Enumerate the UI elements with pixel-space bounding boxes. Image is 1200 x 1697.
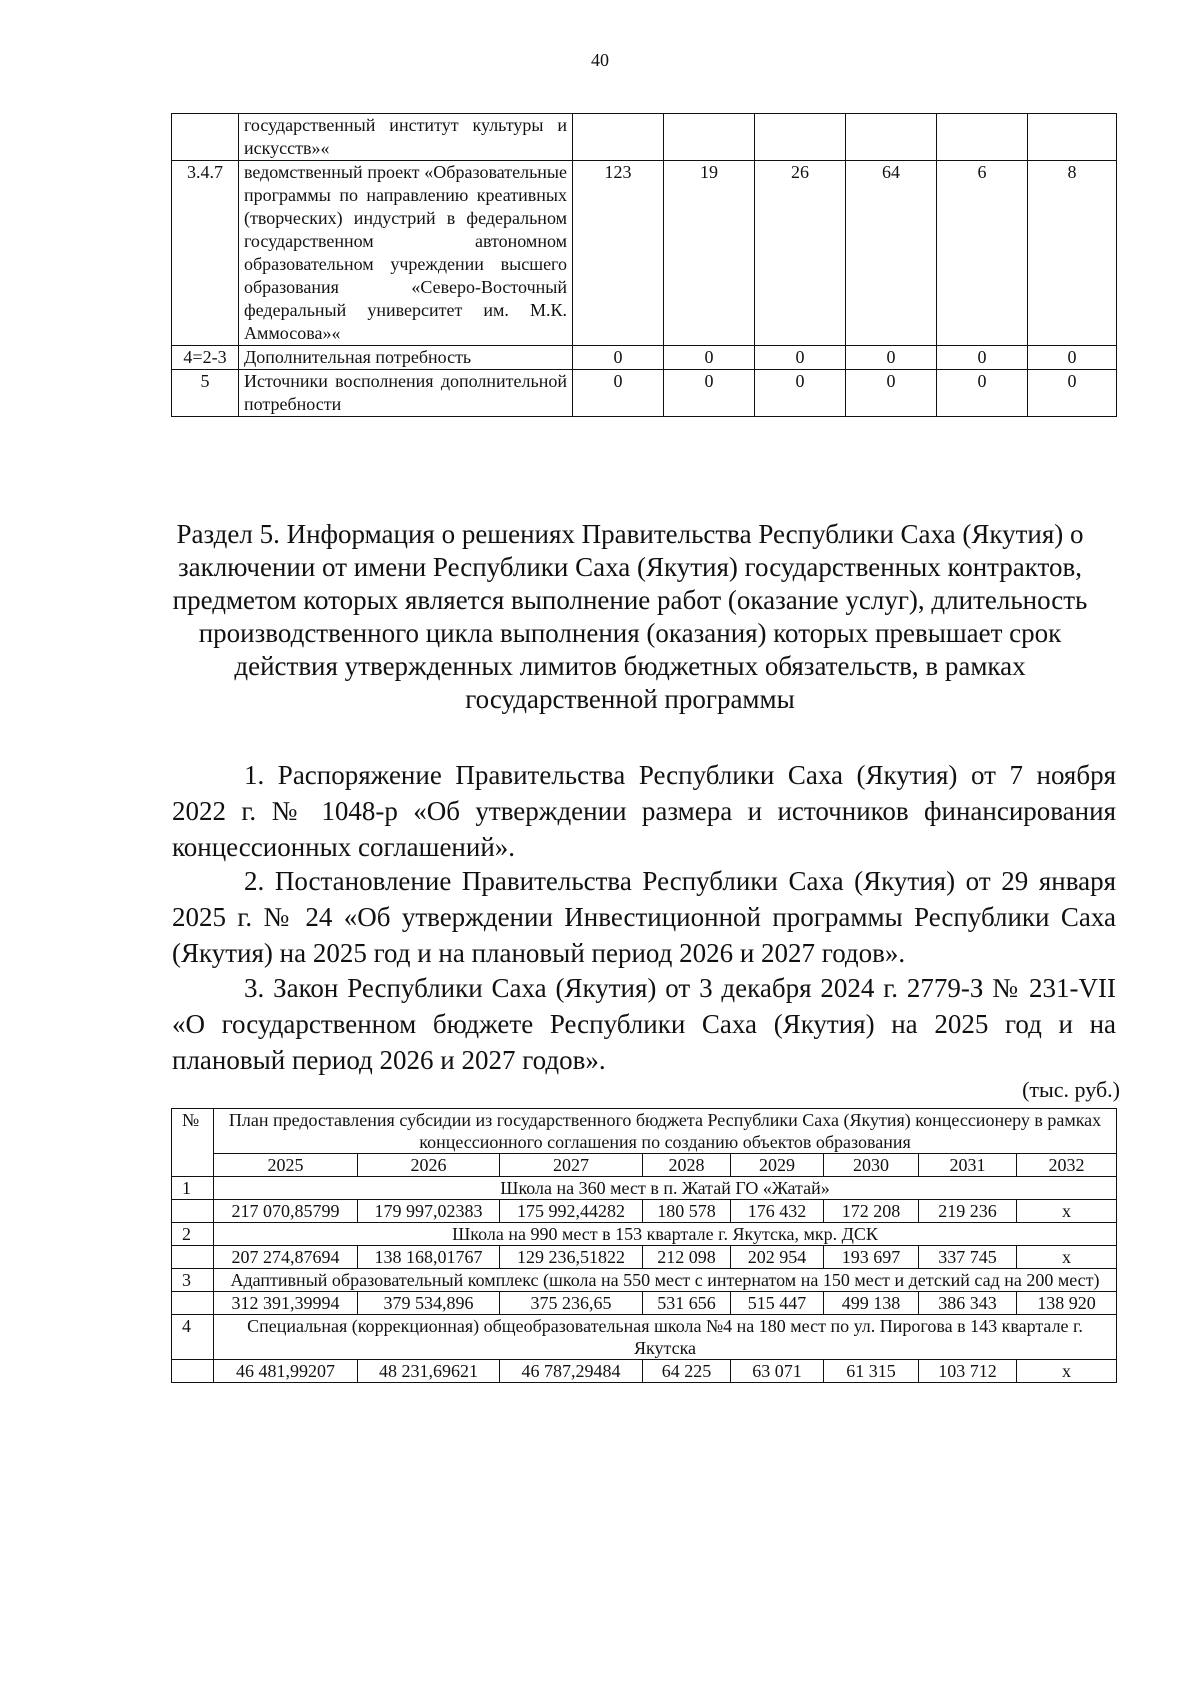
- value-cell: 172 208: [824, 1200, 919, 1223]
- row-value: [937, 114, 1028, 161]
- school-number: 1: [172, 1177, 214, 1200]
- year-header: 2027: [500, 1154, 643, 1177]
- value-cell: 217 070,85799: [214, 1200, 358, 1223]
- funding-table: [171, 113, 1117, 417]
- row-description: государственный институт культуры и искусств»«: [239, 114, 573, 161]
- school-values-row: [172, 1292, 1117, 1315]
- row-number: 5: [172, 370, 239, 417]
- row-value: 0: [937, 370, 1028, 417]
- value-cell: 175 992,44282: [500, 1200, 643, 1223]
- row-description: Источники восполнения дополнительной потребности: [239, 370, 573, 417]
- row-value: 0: [664, 370, 755, 417]
- value-cell: 375 236,65: [500, 1292, 643, 1315]
- value-cell: х: [1017, 1200, 1117, 1223]
- value-cell: 63 071: [731, 1360, 824, 1383]
- school-title-row: [172, 1177, 1117, 1200]
- value-cell: х: [1017, 1360, 1117, 1383]
- value-cell: 138 920: [1017, 1292, 1117, 1315]
- value-cell: 515 447: [731, 1292, 824, 1315]
- value-cell: 337 745: [919, 1246, 1017, 1269]
- row-value: 0: [846, 346, 937, 370]
- table-row: [172, 114, 1117, 161]
- row-number: 4=2-3: [172, 346, 239, 370]
- row-value: 19: [664, 161, 755, 346]
- year-header: 2030: [824, 1154, 919, 1177]
- number-header: №: [172, 1109, 214, 1177]
- school-number: 3: [172, 1269, 214, 1292]
- value-cell: 212 098: [643, 1246, 731, 1269]
- value-cell: х: [1017, 1246, 1117, 1269]
- paragraph-2: 2. Постановление Правительства Республики Саха (Якутия) от 29 января 2025 г. № 24 «Об утверждении Инвестиционной программы Республики Саха (Якутия) на 2025 год и на плановый период 2026 и 2027 годов».: [172, 866, 1116, 968]
- row-number: [172, 114, 239, 161]
- value-cell: 193 697: [824, 1246, 919, 1269]
- value-cell: 386 343: [919, 1292, 1017, 1315]
- value-cell: 379 534,896: [358, 1292, 500, 1315]
- value-cell: 129 236,51822: [500, 1246, 643, 1269]
- school-values-row: [172, 1246, 1117, 1269]
- subsidy-plan-table: [171, 1108, 1117, 1383]
- header-row: [172, 1109, 1117, 1154]
- paragraph-1: 1. Распоряжение Правительства Республики Саха (Якутия) от 7 ноября 2022 г. № 1048-р «Об утверждении размера и источников финансирования концессионных соглашений».: [172, 760, 1116, 862]
- value-cell: 48 231,69621: [358, 1360, 500, 1383]
- year-header: 2025: [214, 1154, 358, 1177]
- school-name: Адаптивный образовательный комплекс (школа на 550 мест с интернатом на 150 мест и детский сад на 200 мест): [214, 1269, 1117, 1292]
- row-value: 0: [664, 346, 755, 370]
- school-values-row: [172, 1360, 1117, 1383]
- year-header: 2028: [643, 1154, 731, 1177]
- value-cell: 46 481,99207: [214, 1360, 358, 1383]
- paragraph-3: 3. Закон Республики Саха (Якутия) от 3 декабря 2024 г. 2779-З № 231-VII «О государственном бюджете Республики Саха (Якутия) на 2025 год и на плановый период 2026 и 2027 годов».: [172, 973, 1116, 1075]
- table-row: [172, 370, 1117, 417]
- years-row: [172, 1154, 1117, 1177]
- row-value: 0: [755, 346, 846, 370]
- school-title-row: [172, 1315, 1117, 1360]
- empty-cell: [172, 1246, 214, 1269]
- school-number: 2: [172, 1223, 214, 1246]
- row-value: 0: [573, 370, 664, 417]
- table-row: [172, 346, 1117, 370]
- value-cell: 531 656: [643, 1292, 731, 1315]
- row-value: 0: [573, 346, 664, 370]
- row-value: [755, 114, 846, 161]
- empty-cell: [172, 1200, 214, 1223]
- row-value: [573, 114, 664, 161]
- row-value: 0: [755, 370, 846, 417]
- value-cell: 138 168,01767: [358, 1246, 500, 1269]
- value-cell: 202 954: [731, 1246, 824, 1269]
- row-value: 123: [573, 161, 664, 346]
- year-header: 2031: [919, 1154, 1017, 1177]
- row-value: [1028, 114, 1117, 161]
- year-header: 2032: [1017, 1154, 1117, 1177]
- page-number: 40: [591, 50, 609, 70]
- row-value: 0: [846, 370, 937, 417]
- row-value: 0: [937, 346, 1028, 370]
- row-value: 0: [1028, 346, 1117, 370]
- row-description: ведомственный проект «Образовательные программы по направлению креативных (творческих) индустрий в федеральном государственном автономном образовательном учреждении высшего образования «Северо-Восточный федеральный университет им. М.К. Аммосова»«: [239, 161, 573, 346]
- section-title: Раздел 5. Информация о решениях Правительства Республики Саха (Якутия) о заключении от имени Республики Саха (Якутия) государственных контрактов, предметом которых является выполнение работ (оказание услуг), длительность производственного цикла выполнения (оказания) которых превышает срок действия утвержденных лимитов бюджетных обязательств, в рамках государственной программы: [172, 519, 1088, 714]
- school-title-row: [172, 1223, 1117, 1246]
- value-cell: 207 274,87694: [214, 1246, 358, 1269]
- value-cell: 61 315: [824, 1360, 919, 1383]
- value-cell: 219 236: [919, 1200, 1017, 1223]
- value-cell: 180 578: [643, 1200, 731, 1223]
- value-cell: 46 787,29484: [500, 1360, 643, 1383]
- value-cell: 312 391,39994: [214, 1292, 358, 1315]
- school-name: Школа на 990 мест в 153 квартале г. Якутска, мкр. ДСК: [214, 1223, 1117, 1246]
- empty-cell: [172, 1360, 214, 1383]
- row-value: 0: [1028, 370, 1117, 417]
- value-cell: 179 997,02383: [358, 1200, 500, 1223]
- school-name: Школа на 360 мест в п. Жатай ГО «Жатай»: [214, 1177, 1117, 1200]
- value-cell: 176 432: [731, 1200, 824, 1223]
- value-cell: 103 712: [919, 1360, 1017, 1383]
- units-label: (тыс. руб.): [1022, 1077, 1120, 1102]
- year-header: 2026: [358, 1154, 500, 1177]
- row-description: Дополнительная потребность: [239, 346, 573, 370]
- school-number: 4: [172, 1315, 214, 1360]
- row-number: 3.4.7: [172, 161, 239, 346]
- row-value: [664, 114, 755, 161]
- plan-header: План предоставления субсидии из государственного бюджета Республики Саха (Якутия) концессионеру в рамках концессионного соглашения по созданию объектов образования: [214, 1109, 1117, 1154]
- school-values-row: [172, 1200, 1117, 1223]
- row-value: 26: [755, 161, 846, 346]
- empty-cell: [172, 1292, 214, 1315]
- row-value: 8: [1028, 161, 1117, 346]
- school-name: Специальная (коррекционная) общеобразовательная школа №4 на 180 мест по ул. Пирогова в 143 квартале г. Якутска: [214, 1315, 1117, 1360]
- row-value: 6: [937, 161, 1028, 346]
- value-cell: 64 225: [643, 1360, 731, 1383]
- row-value: [846, 114, 937, 161]
- year-header: 2029: [731, 1154, 824, 1177]
- school-title-row: [172, 1269, 1117, 1292]
- row-value: 64: [846, 161, 937, 346]
- table-row: [172, 161, 1117, 346]
- value-cell: 499 138: [824, 1292, 919, 1315]
